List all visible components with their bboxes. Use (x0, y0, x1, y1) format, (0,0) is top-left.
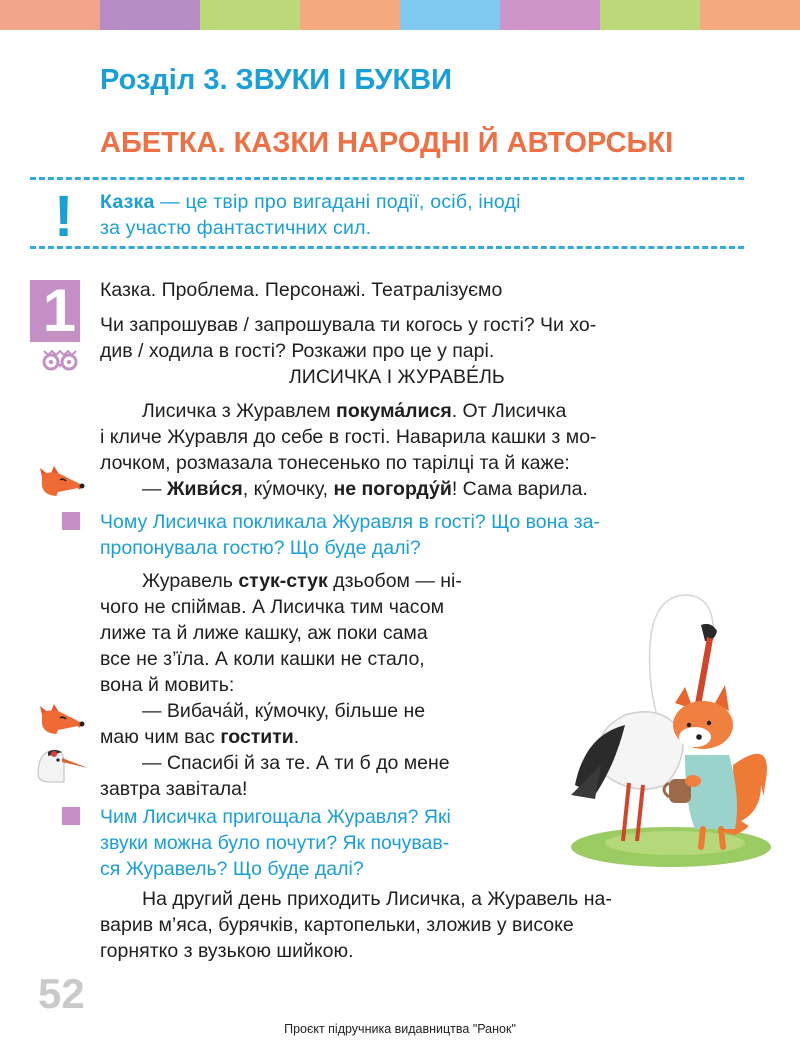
section-title: Розділ 3. ЗВУКИ І БУКВИ (100, 64, 452, 96)
stripe-6 (500, 0, 600, 30)
p2-text-c: дзьобом — ні- (327, 570, 462, 592)
fox-character-icon (34, 700, 88, 738)
exercise-intro (100, 312, 596, 364)
exclamation-icon: ! (54, 184, 74, 249)
intro-line-2: див / ходила в гості? Розкажи про це у парі. (100, 340, 495, 362)
p3-line-2: варив м’яса, бурячків, картопельки, зложив у високе (100, 914, 574, 936)
definition-term: Казка (100, 191, 155, 213)
question-1 (100, 509, 600, 561)
p1-line-2: і кличе Журавля до себе в гості. Наварила кашки з мо- (100, 426, 597, 448)
definition-box (100, 189, 521, 241)
exercise-number-badge: 1 (30, 280, 80, 342)
stripe-5 (400, 0, 500, 30)
q1-line-1: Чому Лисичка покликала Журавля в гості? Що вона за- (100, 511, 600, 533)
stripe-2 (100, 0, 200, 30)
footer-credit: Проєкт підручника видавництва "Ранок" (284, 1022, 516, 1036)
definition-text-2: за участю фантастичних сил. (100, 217, 372, 239)
p1-end: ! Сама варила. (451, 478, 588, 500)
p2-line-9: завтра завітала! (100, 778, 248, 800)
lesson-title: АБЕТКА. КАЗКИ НАРОДНІ Й АВТОРСЬКІ (100, 127, 674, 159)
p2-line-5: вона й мовить: (100, 674, 235, 696)
fox-character-icon (34, 462, 88, 500)
p2-line-2: чого не спіймав. А Лисичка тим часом (100, 596, 444, 618)
p1-line-3: лочком, розмазала тонесенько по тарілці та й каже: (100, 452, 570, 474)
p2-line-8: — Спасибі й за те. А ти б до мене (142, 752, 450, 774)
p1-text-a: Лисичка з Журавлем (142, 400, 337, 422)
stripe-8 (700, 0, 800, 30)
question-marker-2 (62, 807, 80, 825)
p2-text-7a: маю чим вас (100, 726, 221, 748)
definition-text-1: — це твір про вигадані події, осіб, іноді (154, 191, 521, 213)
p2-text-a: Журавель (142, 570, 239, 592)
p1-bold-word: покума́лися (336, 400, 452, 422)
p2-bold-stuk-stuk: стук-стук (238, 570, 328, 592)
intro-line-1: Чи запрошував / запрошувала ти когось у гості? Чи хо- (100, 314, 597, 336)
q2-line-2: звуки можна було почути? Як почував- (100, 832, 450, 854)
q2-line-3: ся Журавель? Що буде далі? (100, 858, 364, 880)
p3-line-3: горнятко з вузькою шийкою. (100, 940, 354, 962)
stork-and-fox-illustration (565, 585, 777, 870)
crane-character-icon (34, 744, 90, 784)
p3-line-1: На другий день приходить Лисичка, а Журавель на- (142, 888, 612, 910)
p2-line-6: — Вибача́й, ку́мочку, більше не (142, 700, 426, 722)
divider-top (30, 177, 744, 180)
p1-bold-zhyvysia: Живи́ся (166, 478, 243, 500)
p1-kumochku: , ку́мочку, (242, 478, 334, 500)
p1-dash: — (142, 478, 167, 500)
story-paragraph-3 (100, 886, 612, 964)
stripe-4 (300, 0, 400, 30)
stripe-7 (600, 0, 700, 30)
story-title: ЛИСИЧКА І ЖУРАВЕ́ЛЬ (289, 366, 505, 388)
p1-bold-ne-pogorduy: не погорду́й (333, 478, 452, 500)
story-paragraph-2 (100, 568, 462, 802)
stripe-1 (0, 0, 100, 30)
p2-text-7c: . (293, 726, 300, 748)
p2-line-4: все не з’їла. А коли кашки не стало, (100, 648, 425, 670)
top-color-stripes (0, 0, 800, 30)
p2-bold-gostyty: гостити (220, 726, 294, 748)
stripe-3 (200, 0, 300, 30)
p2-line-3: лиже та й лиже кашку, аж поки сама (100, 622, 428, 644)
exercise-topic: Казка. Проблема. Персонажі. Театралізуємо (100, 279, 503, 301)
question-marker-1 (62, 512, 80, 530)
question-2 (100, 804, 451, 882)
pair-work-owl-icon (38, 347, 82, 371)
p1-text-c: . От Лисичка (451, 400, 567, 422)
q2-line-1: Чим Лисичка пригощала Журавля? Які (100, 806, 451, 828)
page-number: 52 (38, 970, 85, 1017)
divider-bottom (30, 246, 744, 249)
story-paragraph-1 (100, 398, 597, 502)
q1-line-2: пропонувала гостю? Що буде далі? (100, 537, 421, 559)
